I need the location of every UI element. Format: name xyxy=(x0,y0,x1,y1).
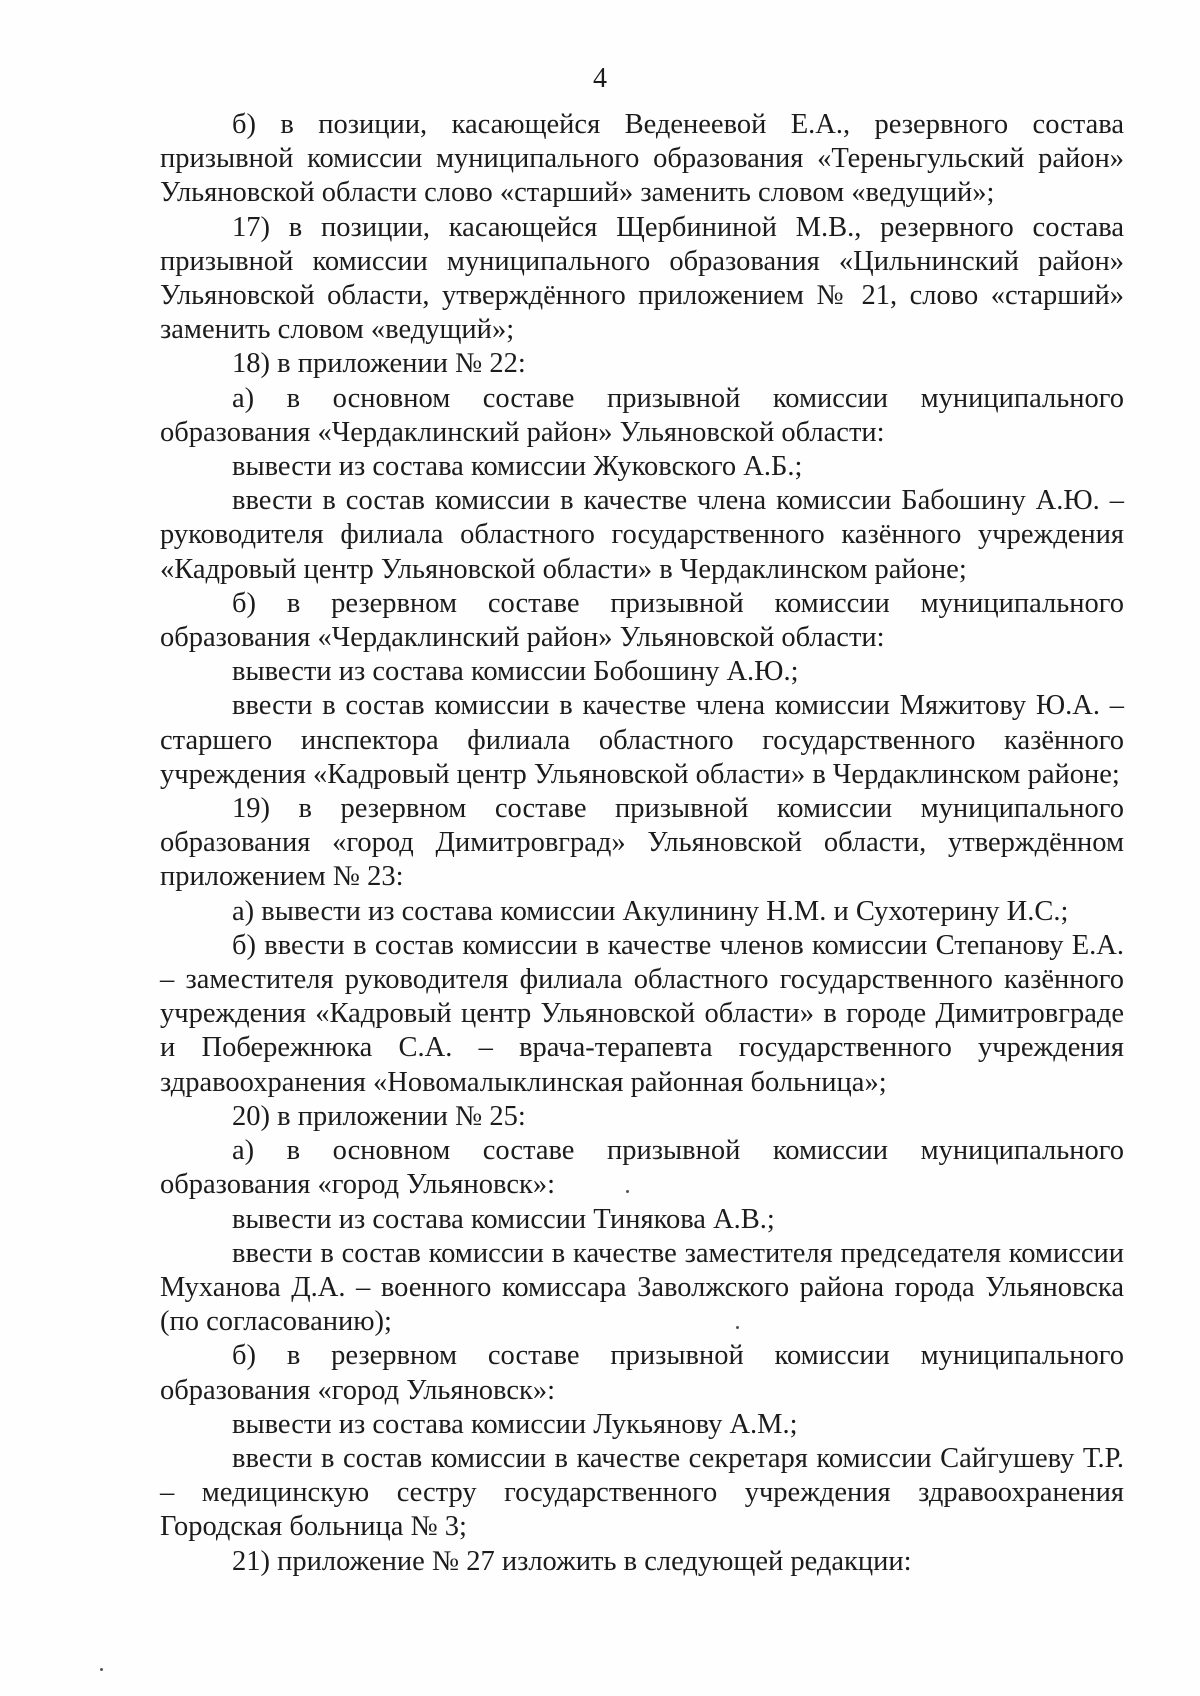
paragraph: а) в основном составе призывной комиссии муниципального образования «город Ульяновск»: xyxy=(160,1135,1124,1201)
paragraph: б) в резервном составе призывной комиссии муниципального образования «город Ульяновск»: xyxy=(160,1340,1124,1406)
paragraph: 17) в позиции, касающейся Щербининой М.В., резервного состава призывной комиссии муниципального образования «Цильнинский район» Ульяновской области, утверждённого приложением № 21, слово «старший» заменить словом «ведущий»; xyxy=(160,211,1124,346)
scan-speck xyxy=(736,1326,739,1329)
paragraph: а) вывести из состава комиссии Акулинину Н.М. и Сухотерину И.С.; xyxy=(232,895,1069,927)
paragraph: вывести из состава комиссии Жуковского А.Б.; xyxy=(232,451,803,483)
paragraph: б) ввести в состав комиссии в качестве членов комиссии Степанову Е.А. – заместителя руководителя филиала областного государственного казённого учреждения «Кадровый центр Ульяновской области» в городе Димитровграде и Побережнюка С.А. – врача-терапевта государственного учреждения здравоохранения «Новомалыклинская районная больница»; xyxy=(160,929,1124,1098)
paragraph: вывести из состава комиссии Тинякова А.В.; xyxy=(232,1203,775,1235)
paragraph: 19) в резервном составе призывной комиссии муниципального образования «город Димитровград» Ульяновской области, утверждённом приложением № 23: xyxy=(160,793,1124,893)
paragraph: ввести в состав комиссии в качестве члена комиссии Бабошину А.Ю. – руководителя филиала областного государственного казённого учреждения «Кадровый центр Ульяновской области» в Чердаклинском районе; xyxy=(160,485,1124,585)
paragraph: вывести из состава комиссии Лукьянову А.М.; xyxy=(232,1408,798,1440)
paragraph: ввести в состав комиссии в качестве заместителя председателя комиссии Муханова Д.А. – военного комиссара Заволжского района города Ульяновска (по согласованию); xyxy=(160,1237,1124,1338)
paragraph: а) в основном составе призывной комиссии муниципального образования «Чердаклинский район» Ульяновской области: xyxy=(160,382,1124,448)
document-body xyxy=(160,108,1124,1579)
page-number: 4 xyxy=(593,63,607,94)
scan-speck xyxy=(626,1190,629,1193)
paragraph: б) в позиции, касающейся Веденеевой Е.А., резервного состава призывной комиссии муниципального образования «Тереньгульский район» Ульяновской области слово «старший» заменить словом «ведущий»; xyxy=(160,109,1124,209)
paragraph: 18) в приложении № 22: xyxy=(232,348,526,380)
paragraph: ввести в состав комиссии в качестве секретаря комиссии Сайгушеву Т.Р. – медицинскую сестру государственного учреждения здравоохранения Городская больница № 3; xyxy=(160,1442,1124,1543)
paragraph: 20) в приложении № 25: xyxy=(232,1100,526,1132)
paragraph: вывести из состава комиссии Бобошину А.Ю.; xyxy=(232,656,799,688)
paragraph: ввести в состав комиссии в качестве члена комиссии Мяжитову Ю.А. – старшего инспектора филиала областного государственного казённого учреждения «Кадровый центр Ульяновской области» в Чердаклинском районе; xyxy=(160,690,1124,790)
scan-speck xyxy=(100,1668,103,1671)
paragraph: 21) приложение № 27 изложить в следующей редакции: xyxy=(232,1545,912,1577)
paragraph: б) в резервном составе призывной комиссии муниципального образования «Чердаклинский район» Ульяновской области: xyxy=(160,587,1124,654)
